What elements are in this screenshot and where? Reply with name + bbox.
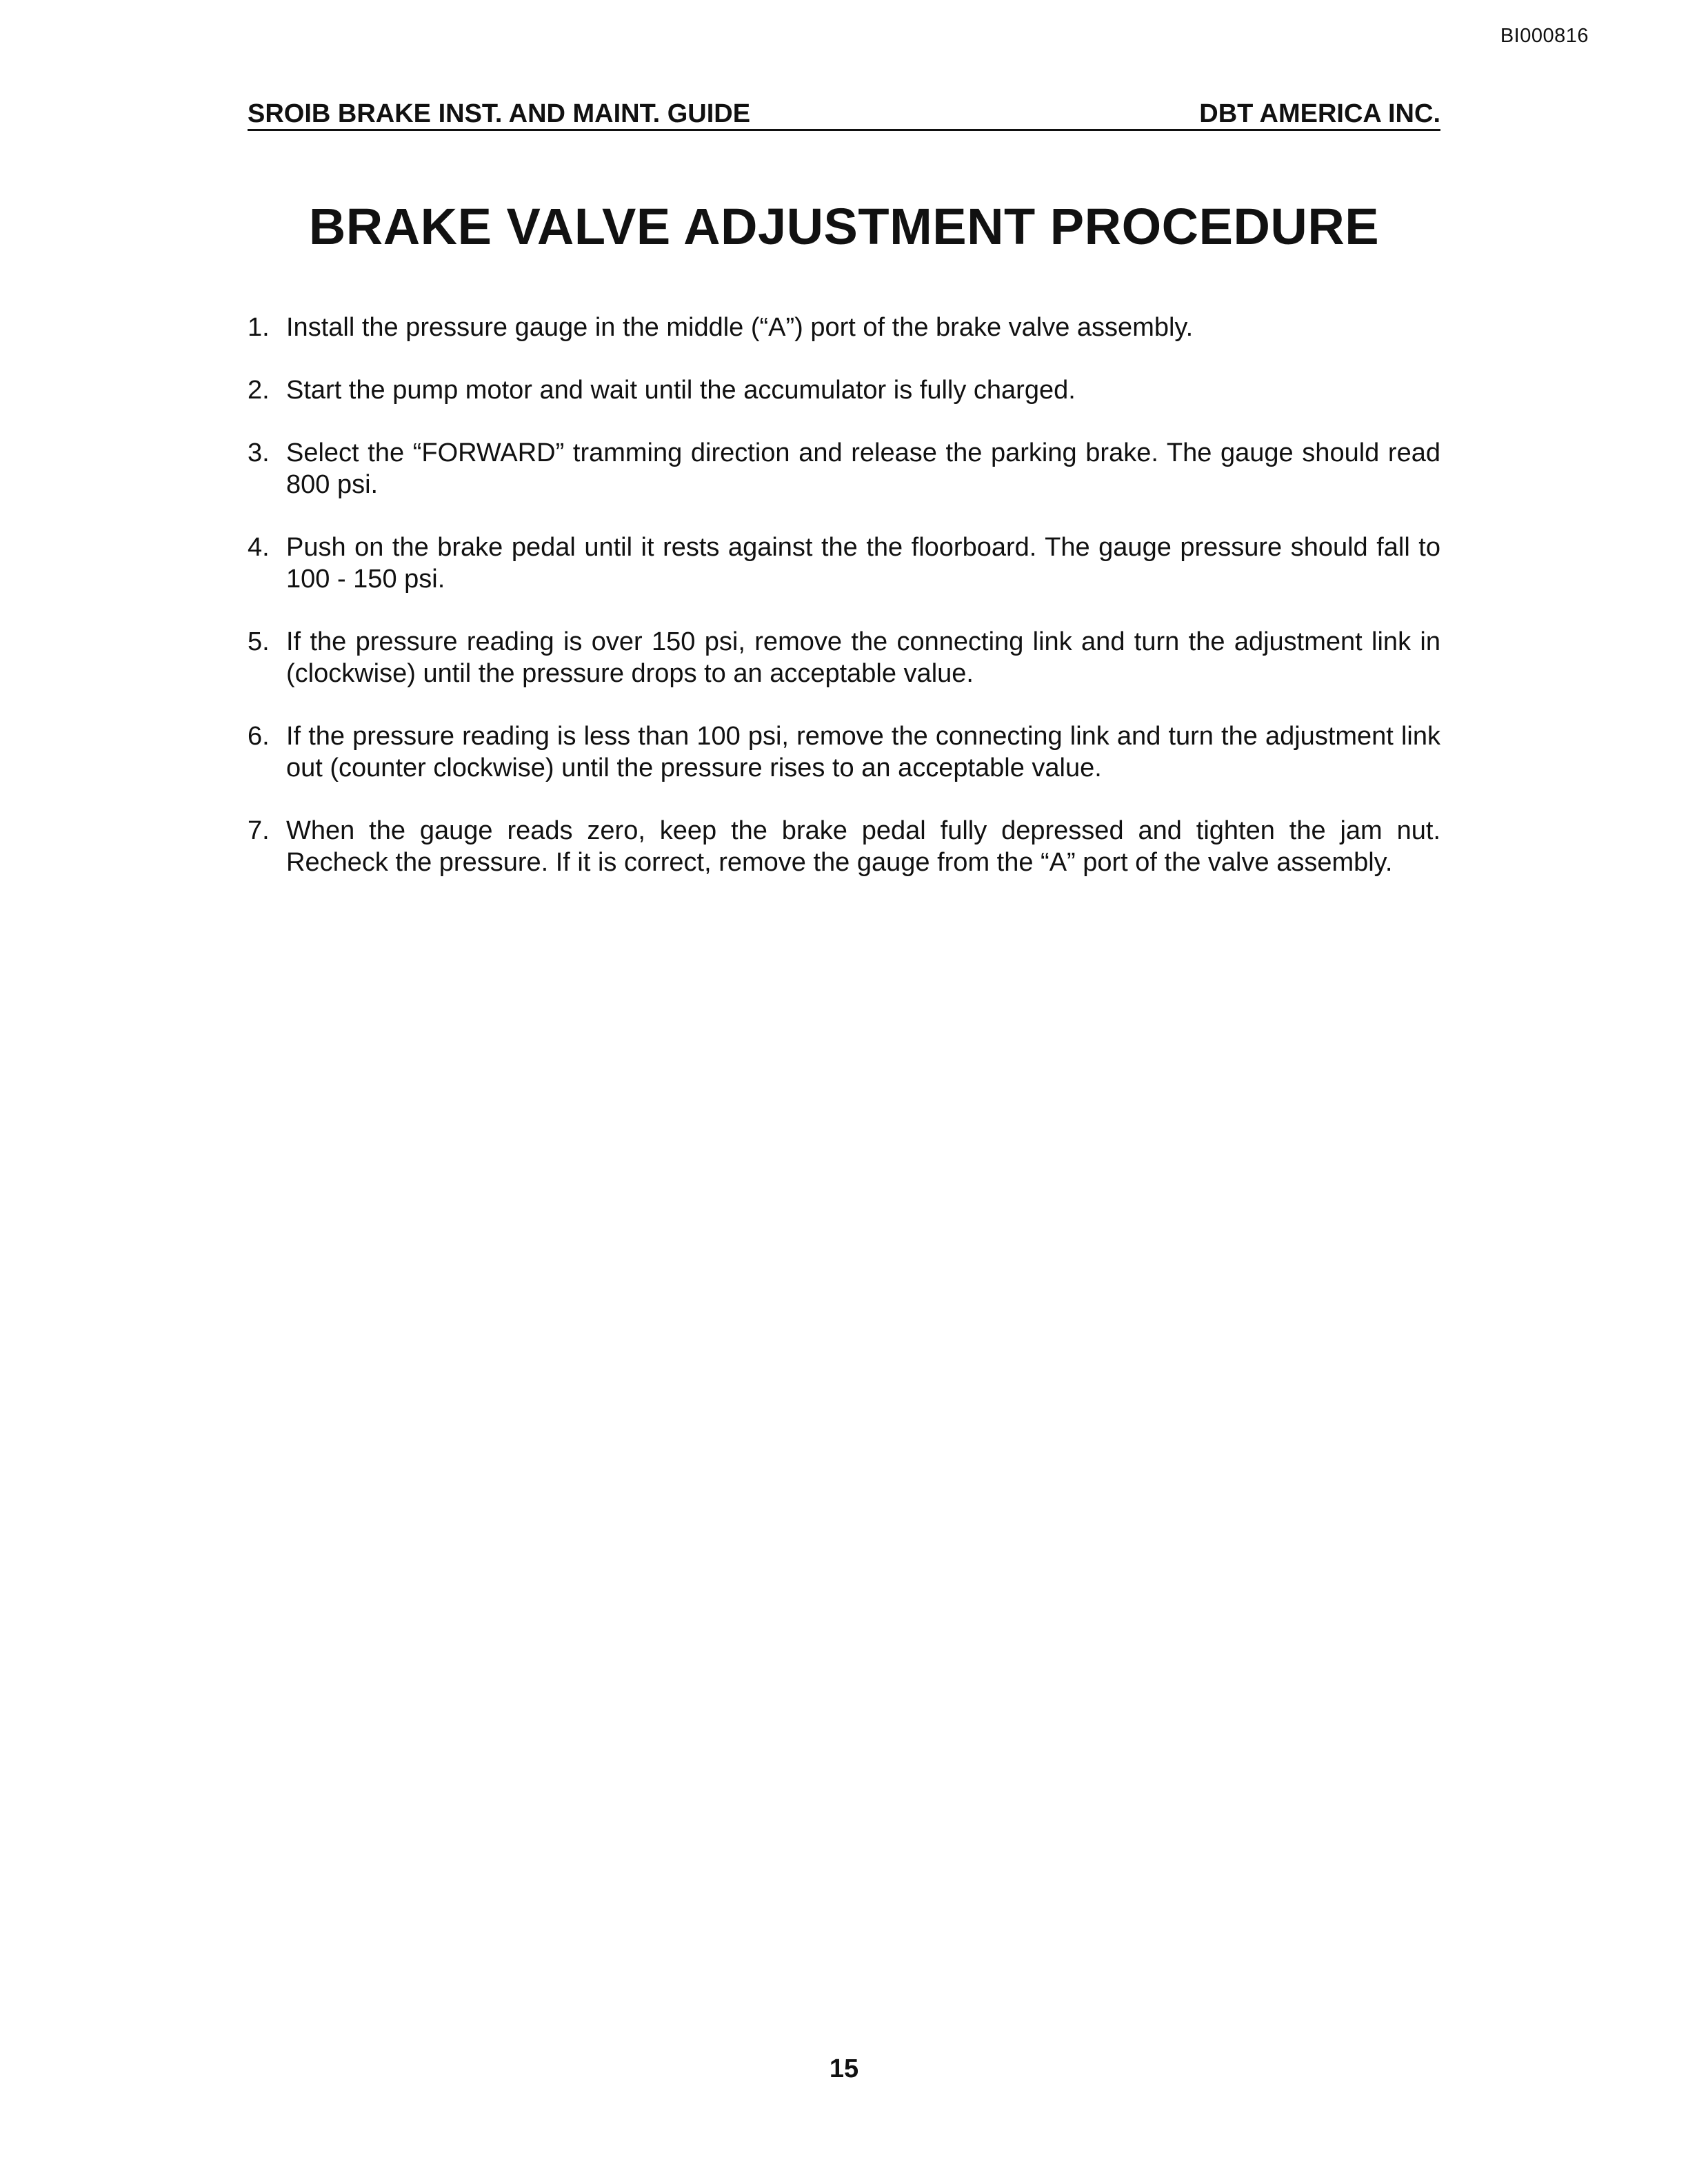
header-company-name: DBT AMERICA INC. bbox=[1199, 99, 1440, 128]
step-text: When the gauge reads zero, keep the brake pedal fully depressed and tighten the jam nut. Recheck the pressure. If it is correct, remove the gauge from the “A” port of the valve assembly. bbox=[286, 816, 1440, 877]
document-id: BI000816 bbox=[1500, 25, 1589, 47]
step-number: 3. bbox=[248, 438, 270, 467]
step-text: If the pressure reading is less than 100 psi, remove the connecting link and turn the adjustment link out (counter clockwise) until the pressure rises to an acceptable value. bbox=[286, 722, 1440, 782]
step-text: Push on the brake pedal until it rests against the the floorboard. The gauge pressure should fall to 100 - 150 psi. bbox=[286, 533, 1440, 594]
page-number: 15 bbox=[829, 2054, 859, 2083]
step-number: 4. bbox=[248, 533, 270, 562]
procedure-step bbox=[248, 720, 1440, 784]
step-text: Start the pump motor and wait until the accumulator is fully charged. bbox=[286, 376, 1076, 405]
running-header bbox=[248, 99, 1440, 131]
page-title: BRAKE VALVE ADJUSTMENT PROCEDURE bbox=[308, 198, 1380, 255]
procedure-step bbox=[248, 626, 1440, 689]
step-number: 1. bbox=[248, 313, 270, 342]
step-number: 5. bbox=[248, 627, 270, 656]
header-guide-title: SROIB BRAKE INST. AND MAINT. GUIDE bbox=[248, 99, 751, 128]
step-text: Install the pressure gauge in the middle (“A”) port of the brake valve assembly. bbox=[286, 313, 1194, 342]
step-number: 2. bbox=[248, 376, 270, 405]
step-text: If the pressure reading is over 150 psi, remove the connecting link and turn the adjustment link in (clockwise) until the pressure drops to an acceptable value. bbox=[286, 627, 1440, 688]
procedure-step bbox=[248, 437, 1440, 501]
step-number: 7. bbox=[248, 816, 270, 845]
procedure-step bbox=[248, 312, 1440, 343]
procedure-step bbox=[248, 815, 1440, 878]
procedure-step bbox=[248, 374, 1440, 406]
procedure-step bbox=[248, 532, 1440, 595]
procedure-steps-list bbox=[248, 312, 1440, 909]
step-number: 6. bbox=[248, 722, 270, 751]
step-text: Select the “FORWARD” tramming direction and release the parking brake. The gauge should read 800 psi. bbox=[286, 438, 1440, 499]
